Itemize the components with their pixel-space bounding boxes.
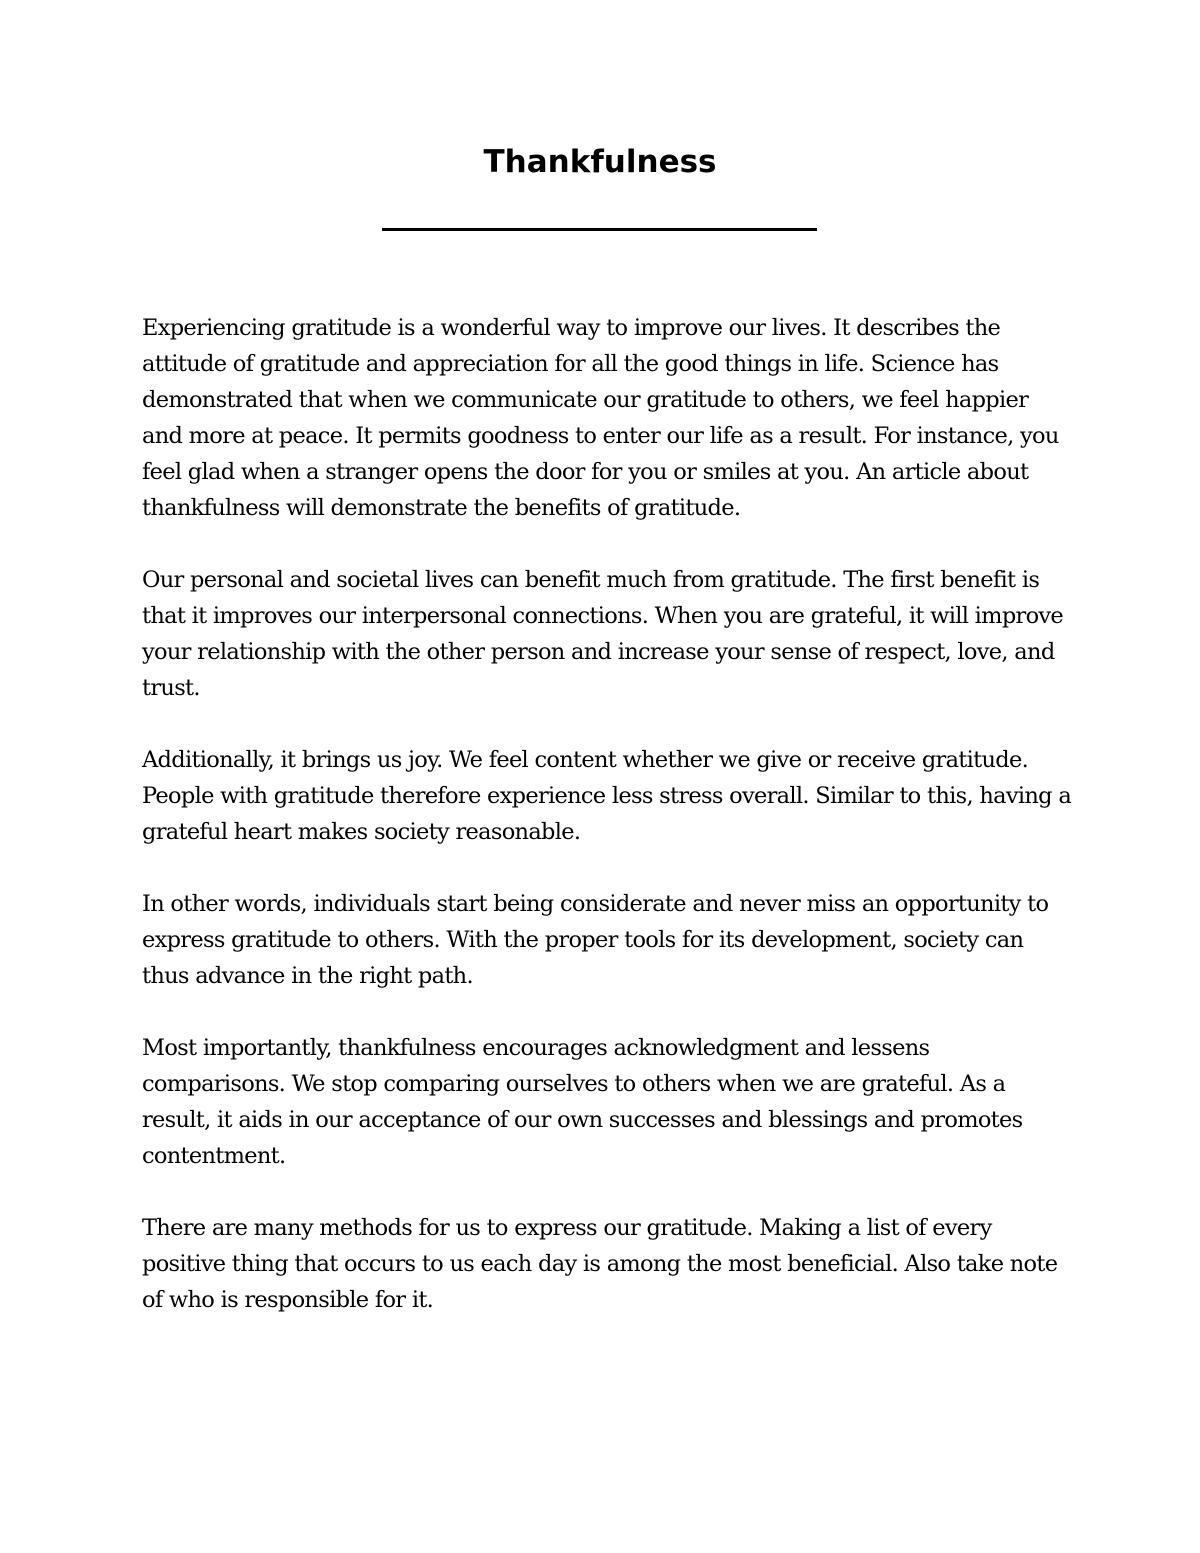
paragraph-6: There are many methods for us to express our gratitude. Making a list of every positive thing that occurs to us each day is among the most beneficial. Also take note of who is responsible for it. [142, 1215, 1058, 1313]
document-body [142, 310, 1072, 1318]
paragraph-4: In other words, individuals start being considerate and never miss an opportunity to express gratitude to others. With the proper tools for its development, society can thus advance in the right path. [142, 891, 1049, 989]
paragraph-2: Our personal and societal lives can benefit much from gratitude. The first benefit is that it improves our interpersonal connections. When you are grateful, it will improve your relationship with the other person and increase your sense of respect, love, and trust. [142, 567, 1064, 701]
title-underline [382, 228, 817, 231]
page-title: Thankfulness [483, 144, 717, 180]
paragraph-1: Experiencing gratitude is a wonderful way to improve our lives. It describes the attitude of gratitude and appreciation for all the good things in life. Science has demonstrated that when we communicate our gratitude to others, we feel happier and more at peace. It permits goodness to enter our life as a result. For instance, you feel glad when a stranger opens the door for you or smiles at you. An article about thankfulness will demonstrate the benefits of gratitude. [142, 315, 1059, 521]
paragraph-5: Most importantly, thankfulness encourages acknowledgment and lessens comparisons. We stop comparing ourselves to others when we are grateful. As a result, it aids in our acceptance of our own successes and blessings and promotes contentment. [142, 1035, 1023, 1169]
paragraph-3: Additionally, it brings us joy. We feel content whether we give or receive gratitude. People with gratitude therefore experience less stress overall. Similar to this, having a grateful heart makes society reasonable. [142, 747, 1072, 845]
